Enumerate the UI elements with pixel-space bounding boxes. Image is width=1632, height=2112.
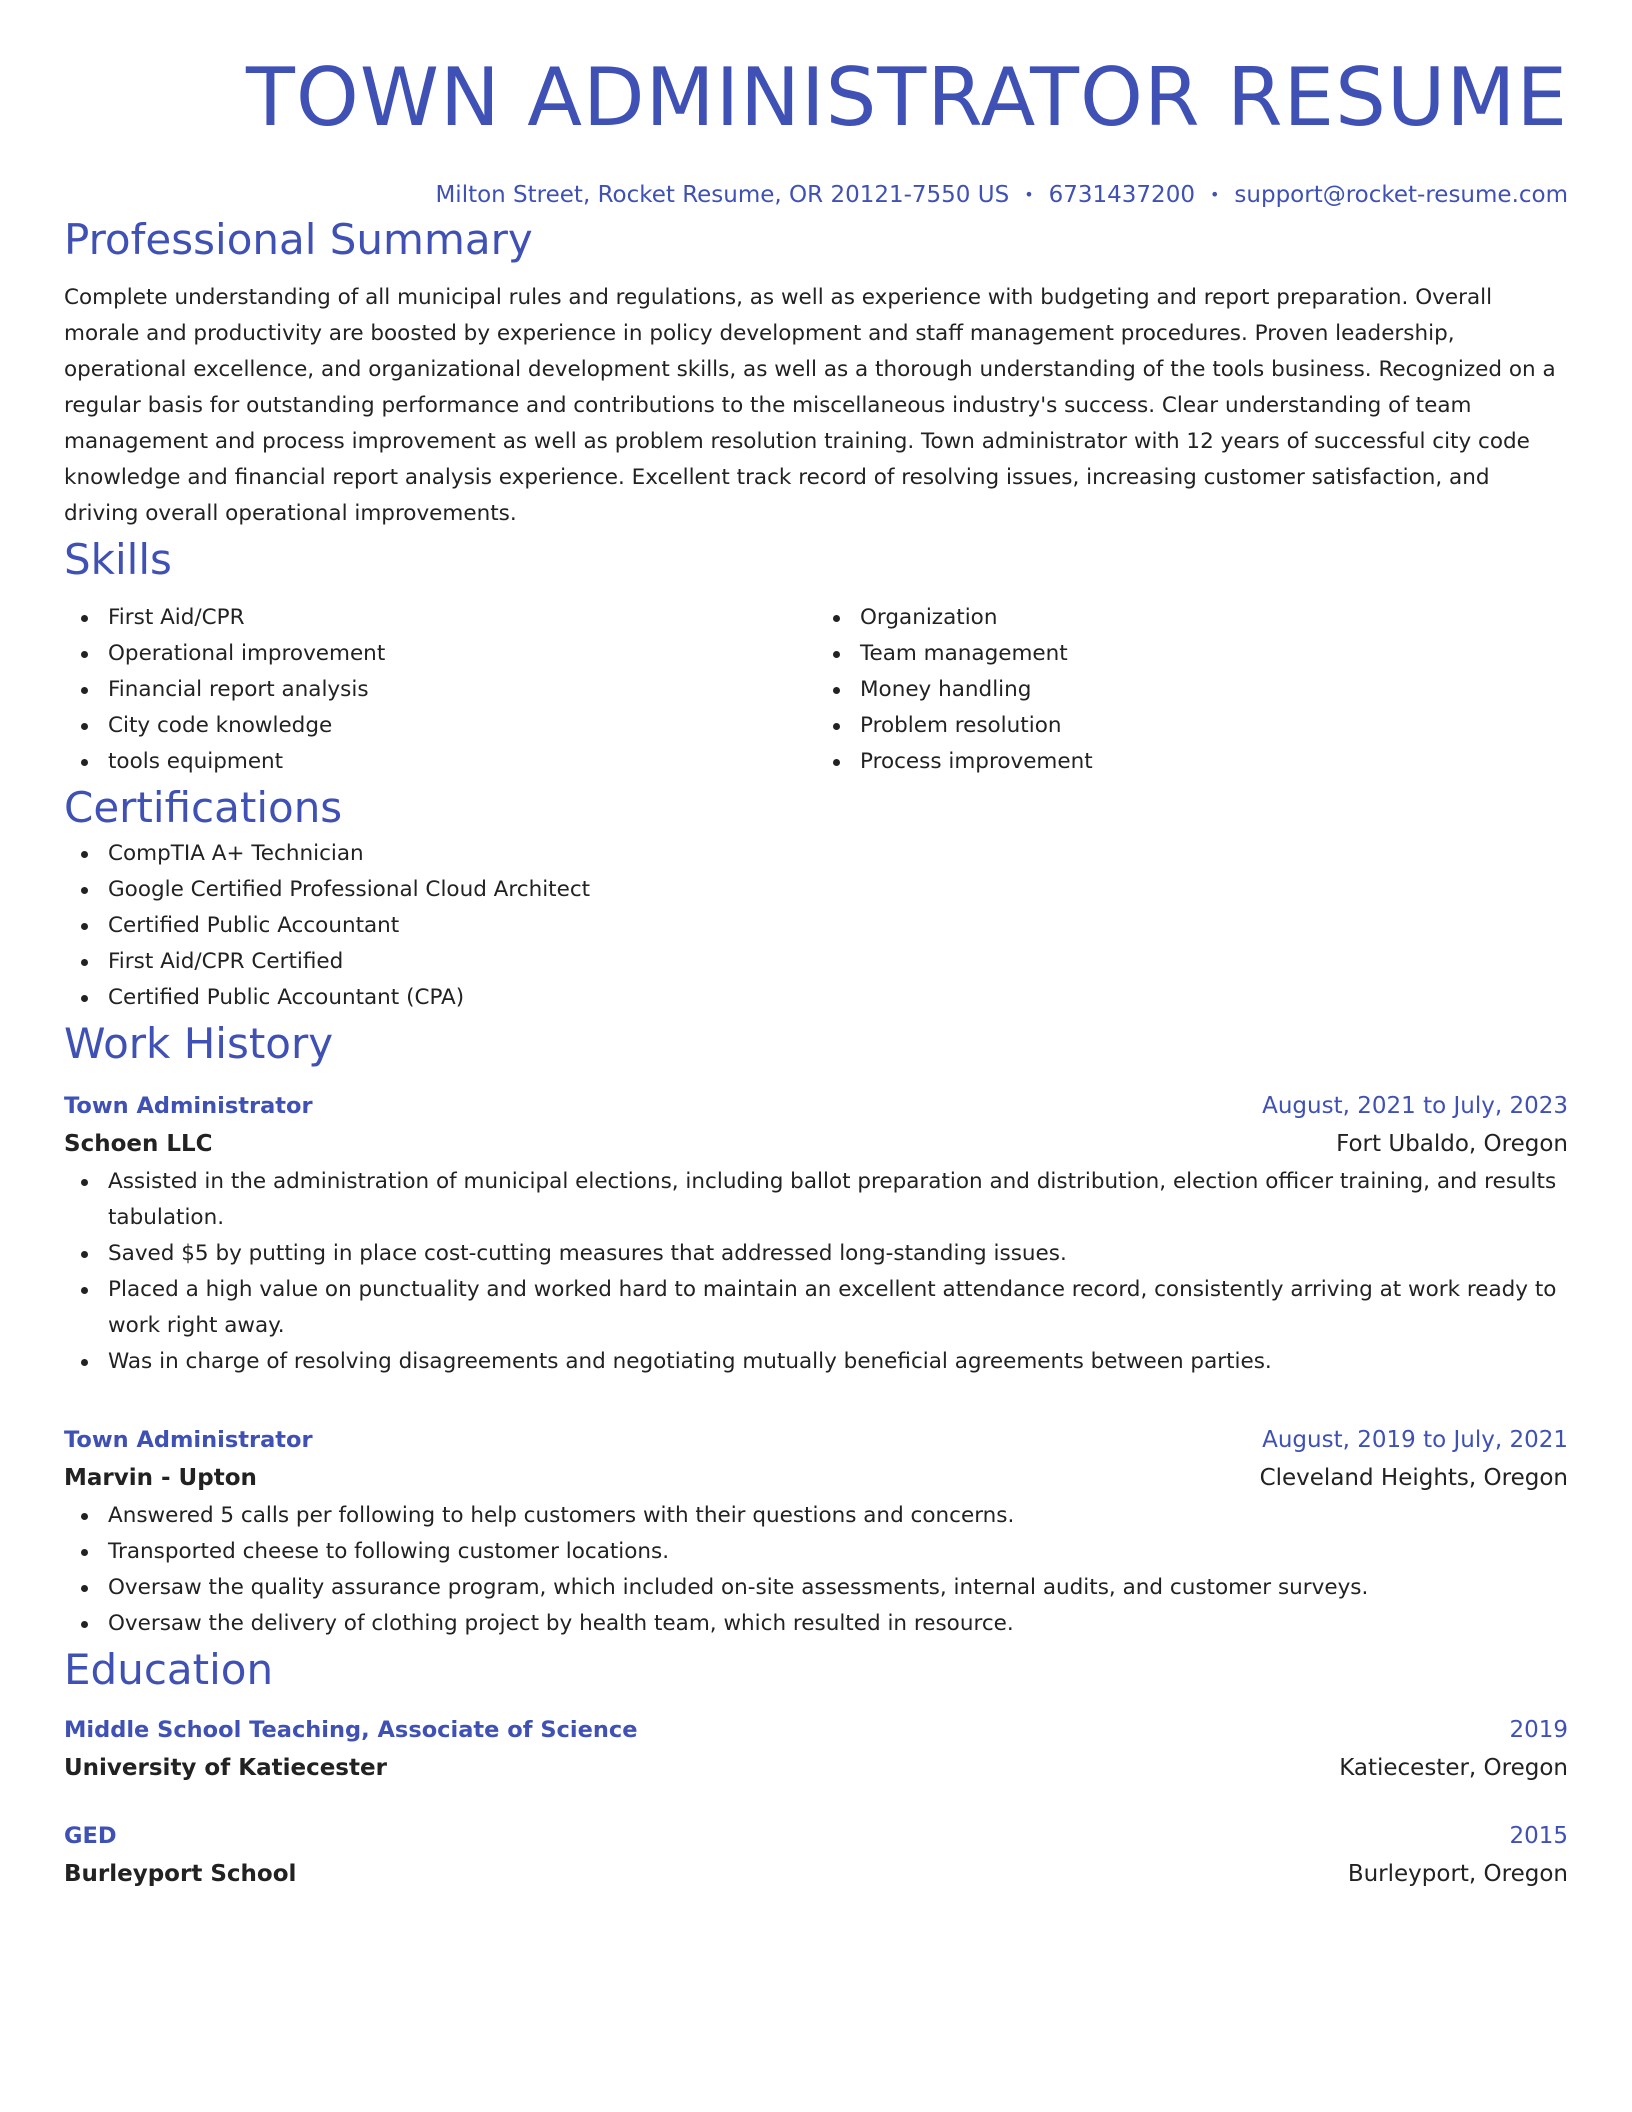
- job-duty-item: Placed a high value on punctuality and worked hard to maintain an excellent attendance record, consistently arriving at work ready to work right away.: [108, 1272, 1568, 1344]
- job-company: Marvin - Upton: [64, 1465, 257, 1491]
- skills-columns: [64, 600, 1568, 780]
- job-duty-item: Transported cheese to following customer locations.: [108, 1534, 1568, 1570]
- education-year: 2019: [1509, 1717, 1568, 1743]
- contact-email[interactable]: support@rocket-resume.com: [1234, 182, 1568, 208]
- certifications-list: [64, 836, 1568, 1016]
- job-location: Fort Ubaldo, Oregon: [1336, 1131, 1568, 1157]
- skill-item: First Aid/CPR: [108, 600, 816, 636]
- education-degree: GED: [64, 1823, 117, 1849]
- contact-phone: 6731437200: [1048, 182, 1195, 208]
- work-entry: [64, 1422, 1568, 1642]
- education-entry-subheader: [64, 1748, 1568, 1788]
- job-duties-list: [64, 1164, 1568, 1380]
- education-location: Burleyport, Oregon: [1347, 1861, 1568, 1887]
- section-heading-skills: Skills: [64, 535, 172, 584]
- education-year: 2015: [1509, 1823, 1568, 1849]
- education-school: University of Katiecester: [64, 1755, 387, 1781]
- education-entry-header: [64, 1712, 1568, 1748]
- section-heading-summary: Professional Summary: [64, 215, 533, 264]
- education-degree: Middle School Teaching, Associate of Science: [64, 1717, 638, 1743]
- certification-item: First Aid/CPR Certified: [108, 944, 1568, 980]
- contact-separator: •: [1209, 185, 1220, 204]
- education-location: Katiecester, Oregon: [1339, 1755, 1568, 1781]
- job-dates: August, 2019 to July, 2021: [1262, 1427, 1568, 1453]
- resume-page: [64, 48, 1568, 1894]
- job-duty-item: Assisted in the administration of municipal elections, including ballot preparation and distribution, election officer training, and results tabulation.: [108, 1164, 1568, 1236]
- work-entry-header: [64, 1088, 1568, 1124]
- education-entry-subheader: [64, 1854, 1568, 1894]
- job-dates: August, 2021 to July, 2023: [1262, 1093, 1568, 1119]
- skill-item: Operational improvement: [108, 636, 816, 672]
- certification-item: CompTIA A+ Technician: [108, 836, 1568, 872]
- section-heading-certifications: Certifications: [64, 783, 343, 832]
- skill-item: Organization: [860, 600, 1568, 636]
- certification-item: Certified Public Accountant (CPA): [108, 980, 1568, 1016]
- skills-list-right: [816, 600, 1568, 780]
- contact-address: Milton Street, Rocket Resume, OR 20121-7550 US: [435, 182, 1010, 208]
- section-heading-work-history: Work History: [64, 1019, 334, 1068]
- work-entry-subheader: [64, 1458, 1568, 1498]
- education-school: Burleyport School: [64, 1861, 297, 1887]
- work-entry-subheader: [64, 1124, 1568, 1164]
- work-entry: [64, 1088, 1568, 1380]
- section-heading-education: Education: [64, 1645, 274, 1694]
- contact-separator: •: [1024, 185, 1034, 204]
- resume-title: TOWN ADMINISTRATOR RESUME: [246, 51, 1568, 144]
- contact-line: [64, 178, 1568, 212]
- skills-list-left: [64, 600, 816, 780]
- skill-item: Problem resolution: [860, 708, 1568, 744]
- skill-item: Money handling: [860, 672, 1568, 708]
- job-duty-item: Oversaw the quality assurance program, which included on-site assessments, internal audits, and customer surveys.: [108, 1570, 1568, 1606]
- job-company: Schoen LLC: [64, 1131, 213, 1157]
- certification-item: Google Certified Professional Cloud Architect: [108, 872, 1568, 908]
- work-entry-header: [64, 1422, 1568, 1458]
- skill-item: Process improvement: [860, 744, 1568, 780]
- certification-item: Certified Public Accountant: [108, 908, 1568, 944]
- job-location: Cleveland Heights, Oregon: [1259, 1465, 1568, 1491]
- job-duties-list: [64, 1498, 1568, 1642]
- job-title: Town Administrator: [64, 1093, 313, 1119]
- education-entry: [64, 1818, 1568, 1894]
- job-duty-item: Answered 5 calls per following to help customers with their questions and concerns.: [108, 1498, 1568, 1534]
- job-title: Town Administrator: [64, 1427, 313, 1453]
- skill-item: Financial report analysis: [108, 672, 816, 708]
- job-duty-item: Was in charge of resolving disagreements and negotiating mutually beneficial agreements between parties.: [108, 1344, 1568, 1380]
- skill-item: tools equipment: [108, 744, 816, 780]
- skill-item: City code knowledge: [108, 708, 816, 744]
- job-duty-item: Oversaw the delivery of clothing project by health team, which resulted in resource.: [108, 1606, 1568, 1642]
- summary-text: Complete understanding of all municipal rules and regulations, as well as experience with budgeting and report preparation. Overall morale and productivity are boosted by experience in policy development and staff management procedures. Proven leadership, operational excellence, and organizational development skills, as well as a thorough understanding of the tools business. Recognized on a regular basis for outstanding performance and contributions to the miscellaneous industry's success. Clear understanding of team management and process improvement as well as problem resolution training. Town administrator with 12 years of successful city code knowledge and financial report analysis experience. Excellent track record of resolving issues, increasing customer satisfaction, and driving overall operational improvements.: [64, 285, 1556, 526]
- education-entry-header: [64, 1818, 1568, 1854]
- skill-item: Team management: [860, 636, 1568, 672]
- job-duty-item: Saved $5 by putting in place cost-cutting measures that addressed long-standing issues.: [108, 1236, 1568, 1272]
- education-entry: [64, 1712, 1568, 1788]
